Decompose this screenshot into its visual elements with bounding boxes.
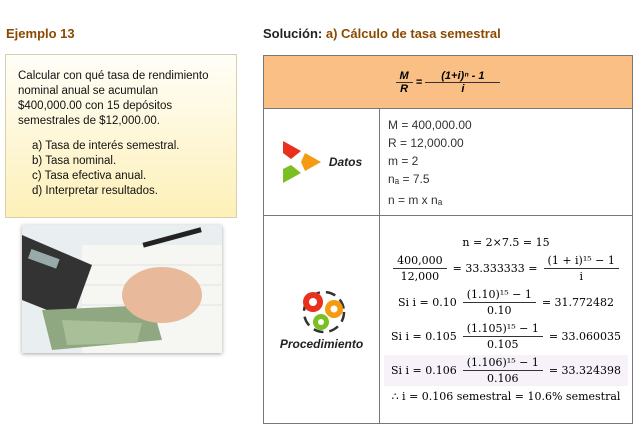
- equals: =: [415, 75, 423, 88]
- data-periods: m = 2: [388, 153, 419, 168]
- problem-box: [5, 54, 237, 218]
- trial-den: 0.10: [487, 304, 512, 317]
- trial-row: [384, 355, 628, 386]
- rhs-denominator: i: [461, 82, 465, 95]
- datos-label: Datos: [328, 155, 363, 169]
- trial-condition: Si i = 0.106: [390, 364, 457, 377]
- datos-values: [380, 109, 633, 216]
- ratio-num: 400,000: [393, 253, 447, 269]
- data-r: R = 12,000.00: [388, 135, 464, 150]
- example-title: Ejemplo 13: [6, 26, 75, 41]
- data-arrows-icon: [281, 139, 323, 185]
- trial-condition: Si i = 0.10: [397, 296, 457, 309]
- rhs-numerator: (1+i)ⁿ - 1: [425, 70, 500, 83]
- trial-den: 0.106: [487, 372, 519, 385]
- problem-statement: Calcular con qué tasa de rendimiento nominal anual se acumulan $400,000.00 con 15 depósitos semestrales de $12,000.00.: [18, 70, 209, 127]
- problem-items: [32, 139, 224, 199]
- problem-item: c) Tasa efectiva anual.: [32, 170, 147, 182]
- factor-num: (1 + i)¹⁵ − 1: [544, 253, 619, 269]
- procedure-steps: [380, 216, 633, 424]
- trial-condition: Si i = 0.105: [390, 330, 457, 343]
- trial-result: = 33.324398: [548, 364, 622, 377]
- solution-title: [263, 26, 501, 41]
- problem-item: b) Tasa nominal.: [32, 155, 117, 167]
- ratio-value: = 33.333333 =: [452, 262, 538, 275]
- procedimiento-cell: [264, 216, 380, 424]
- data-m: M = 400,000.00: [388, 117, 472, 132]
- trial-result: = 33.060035: [548, 330, 622, 343]
- ratio-equation: [384, 253, 628, 284]
- ratio-den: 12,000: [400, 270, 440, 283]
- procedimiento-label: Procedimiento: [279, 337, 364, 351]
- formula-rhs: [425, 70, 500, 95]
- lhs-numerator: M: [396, 70, 413, 83]
- trial-row: [384, 287, 628, 318]
- problem-item: a) Tasa de interés semestral.: [32, 140, 180, 152]
- solution-prefix: Solución:: [263, 26, 323, 41]
- solution-subtitle: a) Cálculo de tasa semestral: [325, 26, 501, 41]
- data-na: nₐ = 7.5: [388, 171, 430, 186]
- trial-den: 0.105: [487, 338, 519, 351]
- calculator-photo: [22, 225, 222, 353]
- calculator-money-illustration: [22, 225, 222, 353]
- n-calculation: n = 2×7.5 = 15: [462, 236, 550, 249]
- conclusion: ∴ i = 0.106 semestral = 10.6% semestral: [391, 390, 621, 403]
- factor-den: i: [579, 270, 583, 283]
- formula-header: [264, 56, 633, 109]
- trial-num: (1.10)¹⁵ − 1: [463, 287, 536, 303]
- problem-item: d) Interpretar resultados.: [32, 185, 158, 197]
- gears-icon: [297, 288, 347, 334]
- trial-num: (1.105)¹⁵ − 1: [463, 321, 543, 337]
- datos-cell: [264, 109, 380, 216]
- data-n-formula: n = m x nₐ: [388, 192, 443, 207]
- trial-row: [384, 321, 628, 352]
- formula-lhs: [396, 70, 413, 95]
- trial-num: (1.106)¹⁵ − 1: [463, 355, 543, 371]
- trial-result: = 31.772482: [541, 296, 615, 309]
- solution-table: [263, 55, 633, 424]
- lhs-denominator: R: [400, 82, 409, 95]
